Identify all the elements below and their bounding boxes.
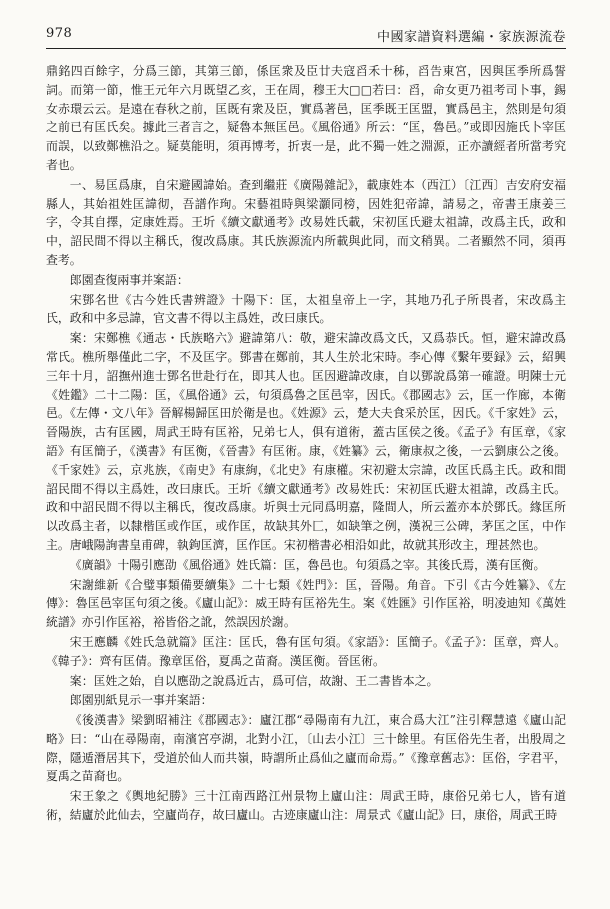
- paragraph-xie-weixin: 宋謝維新《合璧事類備要續集》二十七類《姓門》：匡，晉陽。角音。下引《古今姓纂》、《左傳》：魯匡邑宰匡句須之後。《廬山記》：威王時有匡裕先生。案《姓匯》引作匡裕，明凌迪知《萬姓統譜》亦引作匡裕，裕皆俗之訛，然誤因於謝。: [46, 577, 566, 630]
- paragraph-note-kuang-origin: 案：匡姓之始，自以應劭之說爲近古，爲可信，故謝、王二書皆本之。: [69, 673, 439, 688]
- paragraph-note-zheng-qiao: 案：宋鄭樵《通志・氏族略六》避諱第八：敬，避宋諱改爲文氏，又爲恭氏。恒，避宋諱改爲常氏。樵所舉僅此二字，不及匡字。鄧書在鄭前，其人生於北宋時。李心傳《繫年要録》云，紹興三年十月，詔撫州進士鄧名世赴行在，即其人也。匡因避諱改康，自以鄧說爲第一確證。明陳士元《姓鑑》二十二陽：匡，《風俗通》云，句須爲魯之匡邑宰，因氏。《郡國志》云，匡一作廊，本衛邑。《左傳・文八年》晉解楊歸匡田於衛是也。《姓源》云，楚大夫食采於匡，因氏。《千家姓》云，晉陽族，古有匡國，周武王時有匡裕，兄弟七人，俱有道術，蓋古匡侯之後。《孟子》有匡章，《家語》有匡簡子，《漢書》有匡衡，《晉書》有匡術。康，《姓纂》云，衛康叔之後，一云劉康公之後。《千家姓》云，京兆族，《南史》有康絢，《北史》有康權。宋初避太宗諱，改匡氏爲主氏。政和間詔民間不得以主爲姓，改曰康氏。王圻《續文獻通考》改易姓氏：宋初匡氏避太祖諱，改爲主氏。政和中詔民間不得以主稱氏，復改爲康。圻與士元同爲明嘉，隆間人，所云蓋亦本於鄧氏。緣匡所以改爲主者，以隸楷匡或作匡，或作匡，故缺其外匚，如缺筆之例，漢祝三公碑，茅匡之匡，中作主。唐峨陽詢書皇甫碑，執鉤匡濟，匡作匡。宋初楷書必相沿如此，故就其形改主，理甚然也。: [46, 331, 566, 552]
- paragraph-continuation: 鼎銘四百餘字，分爲三節，其第三節，係匡衆及臣廿夫寇舀禾十秭，舀告東宮，因與匡季所爲誓詞。而第一節，惟王元年六月既望乙亥，王在周，穆王大□□若曰：舀，命女更乃祖考司卜事，錫女赤環云云。是遠在春秋之前，匡既有衆及臣，實爲著邑，匡季既王匡盟，實爲邑主，然則是句須之前已有匡氏矣。據此三者言之，疑魯本無匡邑。《風俗通》所云：“匡，魯邑。”或即因施氏卜宰匡而誤，以致鄭樵沿之。疑莫能明，須再博考，折衷一是，此不獨一姓之淵源，正亦讀經者所當考究者也。: [46, 64, 566, 172]
- paragraph-separate-note-heading: 郎園别紙見示一事并案語：: [69, 693, 213, 708]
- paragraph-point-one: 一、易匡爲康，自宋避國諱始。查到繼莊《廣陽雜記》，載康姓本（西江）〔江西〕吉安府安福縣人，其始祖姓匡諱彻，吾譜作珣。宋藝祖時與梁灝同榜，因姓犯帝諱，請易之，帝書王康姜三字，令其自擇，定康姓焉。王圻《續文獻通考》改易姓氏載，宋初匡氏避太祖諱，改爲主氏，政和中，詔民間不得以主稱氏，復改爲康。其氏族源流内所載與此同，而文稍異。二者顯然不同，須再查考。: [46, 177, 566, 267]
- paragraph-guangyun: 《廣韻》十陽引應劭《風俗通》姓氏篇：匡，魯邑也。句須爲之宰。其後氏焉，漢有匡衡。: [69, 557, 546, 572]
- paragraph-wang-yinglin: 宋王應麟《姓氏急就篇》匡注：匡氏，魯有匡句須。《家語》：匡簡子。《孟子》：匡章，齊人。《韓子》：齊有匡倩。豫章匡俗，夏禹之苗裔。漢匡衡。晉匡術。: [46, 634, 566, 668]
- paragraph-deng-mingshi: 宋鄧名世《古今姓氏書辨證》十陽下：匡，太祖皇帝上一字，其地乃孔子所畏者，宋改爲主氏，政和中多忌諱，官文書不得以主爲姓，改曰康氏。: [46, 292, 566, 326]
- running-title: 中國家譜資料選編・家族源流卷: [376, 30, 566, 45]
- page-number: 978: [46, 26, 73, 41]
- paragraph-wang-xiangzhi: 宋王象之《輿地紀勝》三十江南西路江州景物上廬山注：周武王時，康俗兄弟七人，皆有道術，結廬於此仙去，空廬尚存，故曰廬山。古迹康廬山注：周景式《廬山記》曰，康俗，周武王時: [46, 789, 566, 823]
- page-header: [46, 26, 566, 44]
- body-text: [46, 62, 566, 826]
- header-rule: [46, 48, 566, 49]
- paragraph-reply-heading: 郎園查復兩事并案語：: [69, 272, 189, 287]
- paragraph-hou-hanshu: 《後漢書》梁劉昭補注《郡國志》：廬江郡“尋陽南有九江，東合爲大江”注引釋慧遠《廬山記略》曰：“山在尋陽南，南濱宮亭湖，北對小江，〔山去小江〕三十餘里。有匡俗先生者，出殷周之際，隱遁潛居其下，受道於仙人而共嶺，時謂所止爲仙之廬而命焉。”《豫章舊志》：匡俗，字君平，夏禹之苗裔也。: [46, 713, 566, 784]
